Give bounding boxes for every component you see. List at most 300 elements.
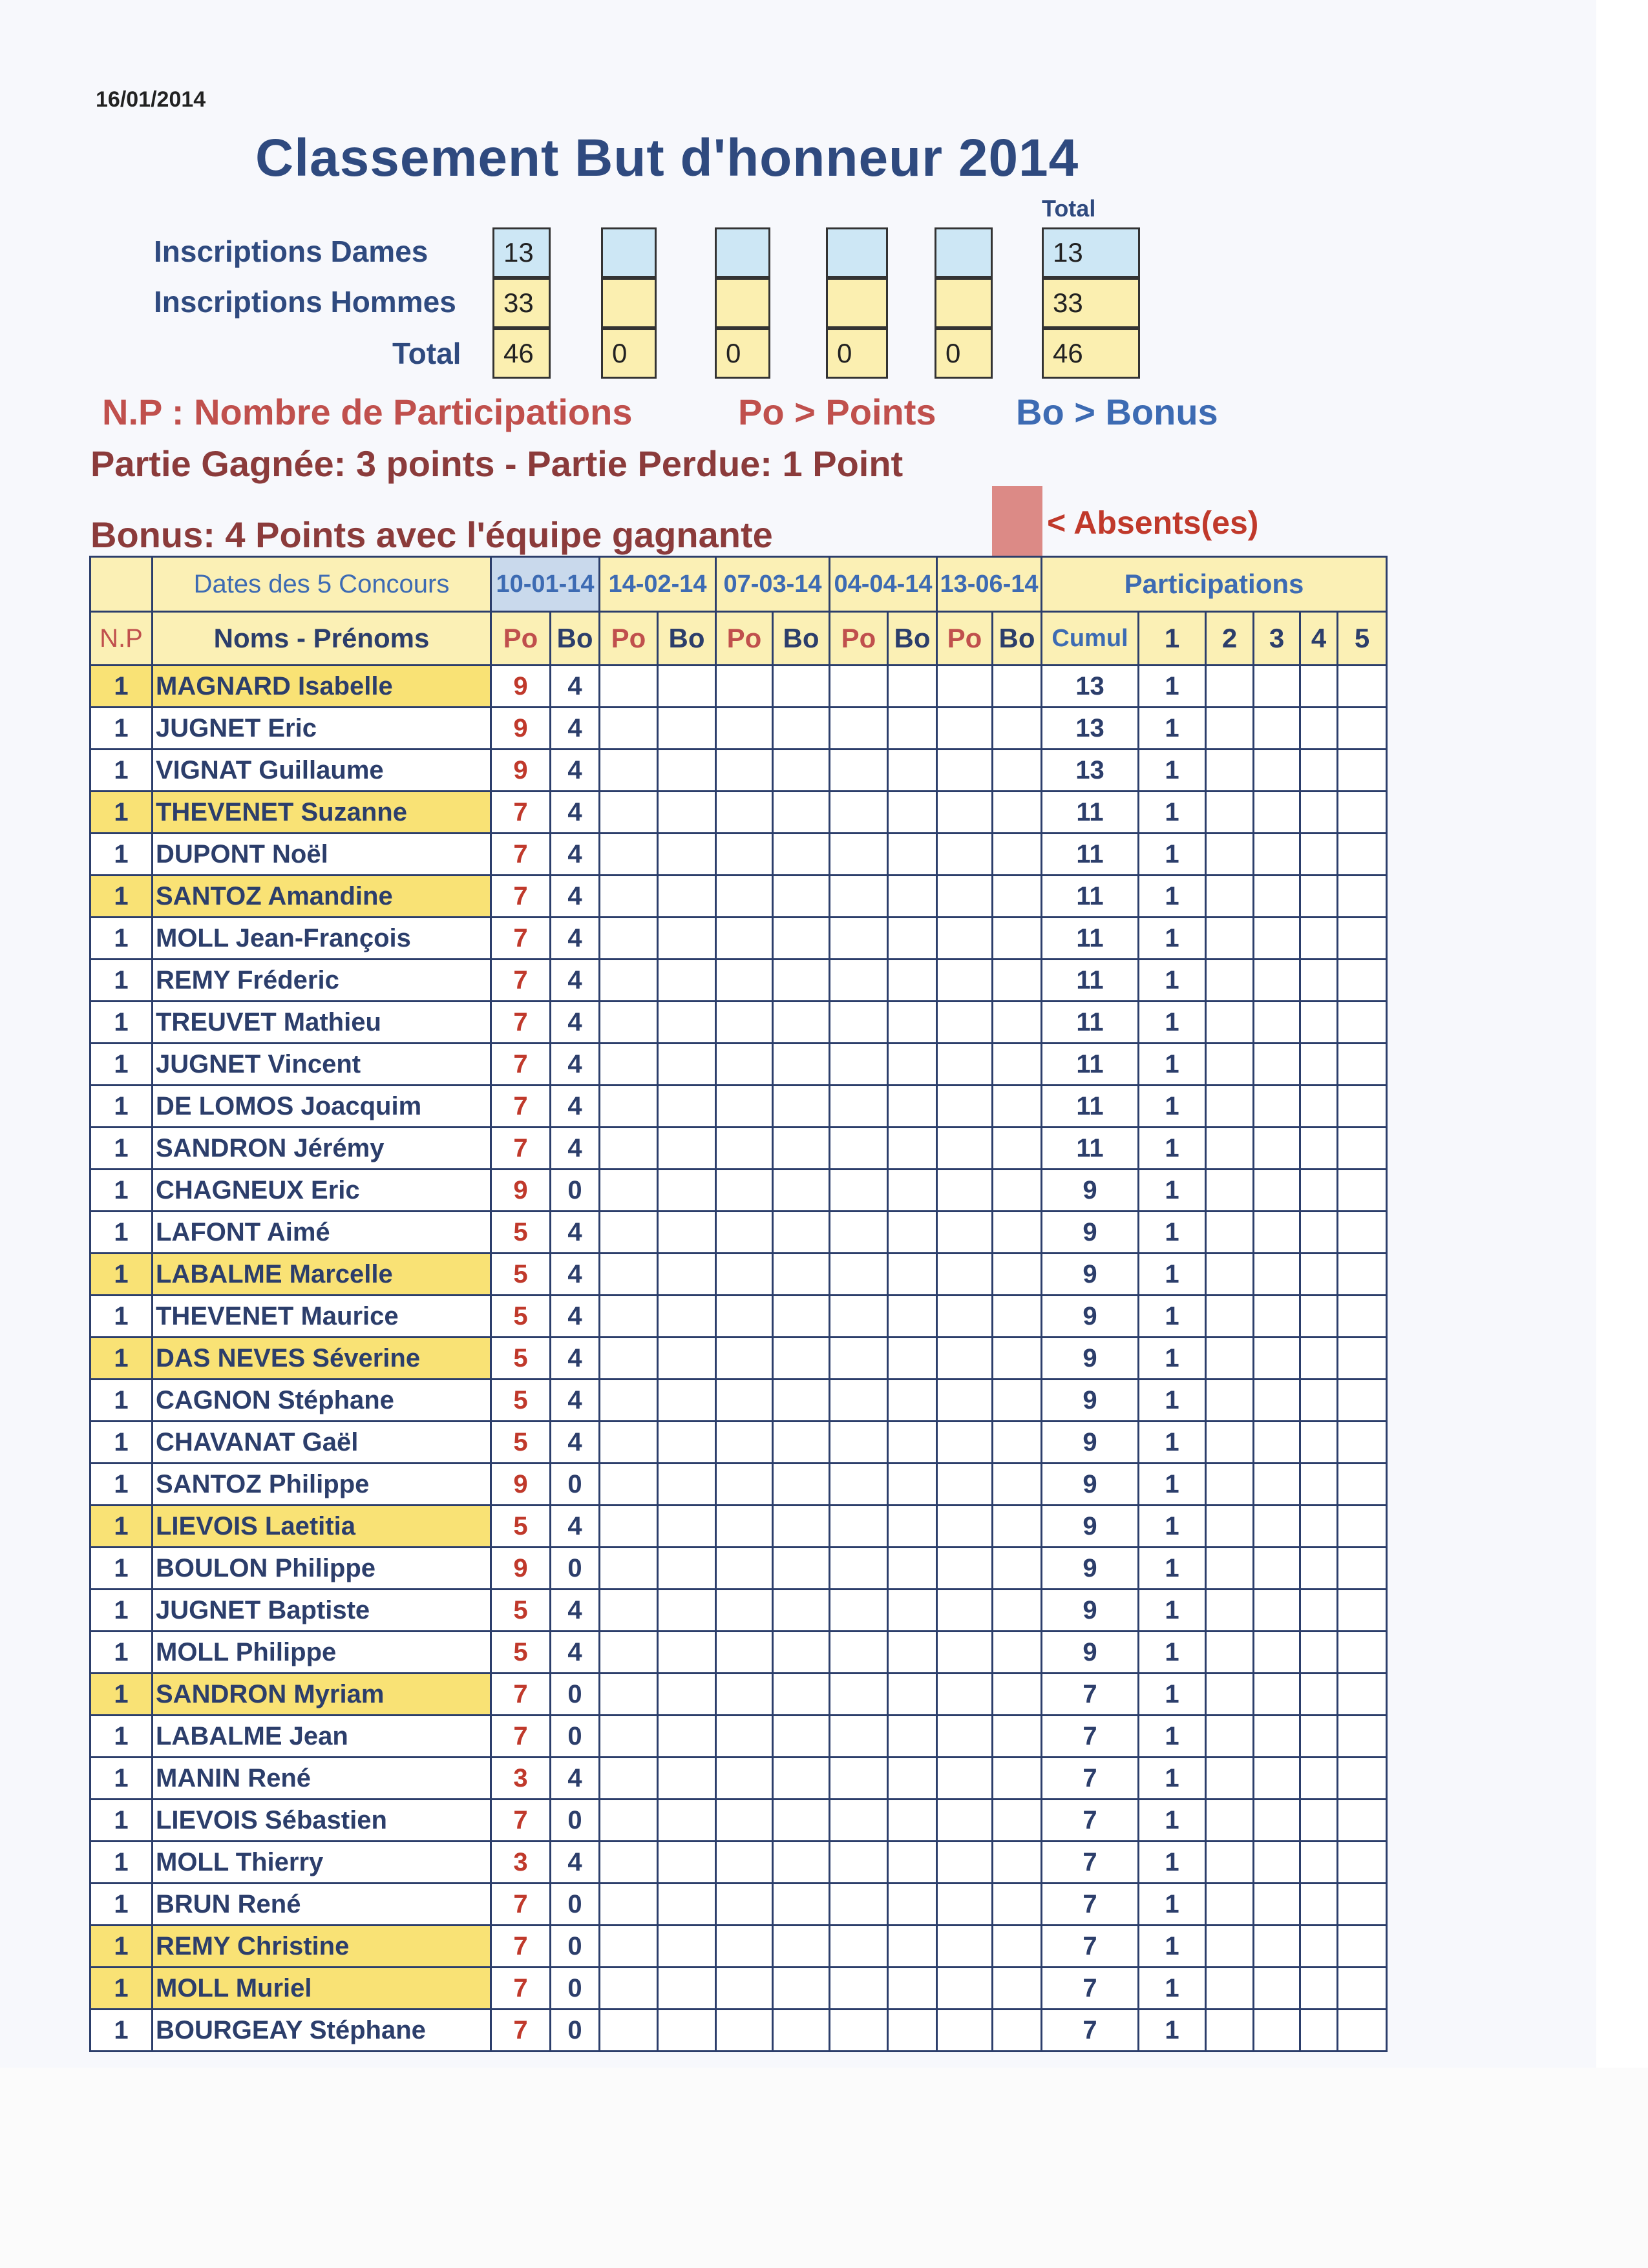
points-cell-5 — [937, 1926, 993, 1968]
points-cell-2 — [600, 750, 658, 792]
cumul-cell: 11 — [1042, 1002, 1139, 1044]
cumul-header: Cumul — [1042, 612, 1139, 666]
bonus-cell-4 — [888, 1254, 937, 1296]
points-cell-2 — [600, 1884, 658, 1926]
participation-cell-5 — [1338, 1254, 1387, 1296]
points-cell-4 — [830, 708, 888, 750]
bonus-cell-5 — [993, 1758, 1042, 1800]
bonus-cell-5 — [993, 1212, 1042, 1254]
points-cell-2 — [600, 1842, 658, 1884]
points-cell: 9 — [491, 1170, 551, 1212]
bonus-cell: 4 — [551, 1254, 600, 1296]
participation-cell-5 — [1338, 1506, 1387, 1548]
points-cell-5 — [937, 1254, 993, 1296]
table-row — [90, 708, 1387, 750]
table-row — [90, 1674, 1387, 1716]
participation-cell-1: 1 — [1139, 1632, 1206, 1674]
participation-cell-2 — [1206, 834, 1254, 876]
points-cell: 5 — [491, 1338, 551, 1380]
bo-header-2: Bo — [658, 612, 716, 666]
participation-cell-4 — [1300, 708, 1338, 750]
participation-cell-3 — [1254, 1044, 1300, 1086]
np-cell: 1 — [90, 1968, 153, 2010]
points-cell: 7 — [491, 834, 551, 876]
participation-header-5: 5 — [1338, 612, 1387, 666]
points-cell-4 — [830, 1758, 888, 1800]
bonus-cell-4 — [888, 876, 937, 918]
bonus-cell-2 — [658, 1170, 716, 1212]
bonus-cell-4 — [888, 1422, 937, 1464]
bonus-cell-3 — [773, 1128, 830, 1170]
bonus-cell: 4 — [551, 750, 600, 792]
participation-cell-3 — [1254, 1800, 1300, 1842]
np-cell: 1 — [90, 876, 153, 918]
participation-header-1: 1 — [1139, 612, 1206, 666]
po-header-4: Po — [830, 612, 888, 666]
player-name: LIEVOIS Sébastien — [153, 1800, 491, 1842]
participation-cell-5 — [1338, 1800, 1387, 1842]
points-cell-5 — [937, 1716, 993, 1758]
participation-cell-3 — [1254, 1086, 1300, 1128]
points-cell-3 — [716, 1380, 773, 1422]
points-cell-3 — [716, 666, 773, 708]
points-cell-4 — [830, 1716, 888, 1758]
table-row — [90, 1170, 1387, 1212]
participation-cell-5 — [1338, 1590, 1387, 1632]
player-name: REMY Fréderic — [153, 960, 491, 1002]
table-row — [90, 1800, 1387, 1842]
points-cell-3 — [716, 1296, 773, 1338]
points-cell-2 — [600, 1548, 658, 1590]
bonus-cell-3 — [773, 1968, 830, 2010]
points-cell-4 — [830, 876, 888, 918]
points-cell-5 — [937, 1338, 993, 1380]
points-cell-5 — [937, 1758, 993, 1800]
participation-cell-2 — [1206, 1296, 1254, 1338]
np-cell: 1 — [90, 1674, 153, 1716]
cumul-cell: 9 — [1042, 1170, 1139, 1212]
participation-cell-5 — [1338, 1044, 1387, 1086]
points-cell-5 — [937, 1086, 993, 1128]
points-cell-3 — [716, 876, 773, 918]
po-header-1: Po — [491, 612, 551, 666]
np-cell: 1 — [90, 1380, 153, 1422]
participation-cell-4 — [1300, 2010, 1338, 2052]
bonus-cell: 4 — [551, 1296, 600, 1338]
bonus-cell-4 — [888, 1212, 937, 1254]
np-cell: 1 — [90, 1800, 153, 1842]
cumul-cell: 9 — [1042, 1506, 1139, 1548]
participation-cell-5 — [1338, 1926, 1387, 1968]
points-cell-3 — [716, 1422, 773, 1464]
bonus-cell: 4 — [551, 1590, 600, 1632]
participation-cell-1: 1 — [1139, 708, 1206, 750]
participation-cell-1: 1 — [1139, 1548, 1206, 1590]
participation-cell-4 — [1300, 1800, 1338, 1842]
bonus-cell: 0 — [551, 1674, 600, 1716]
points-cell-5 — [937, 1800, 993, 1842]
bonus-cell-5 — [993, 1716, 1042, 1758]
bonus-cell-5 — [993, 1128, 1042, 1170]
np-cell: 1 — [90, 1254, 153, 1296]
date-4: 04-04-14 — [830, 557, 937, 612]
inscriptions-total-label: Total — [392, 337, 461, 370]
bonus-cell: 4 — [551, 1044, 600, 1086]
np-cell: 1 — [90, 1170, 153, 1212]
cumul-cell: 7 — [1042, 1800, 1139, 1842]
bonus-cell-2 — [658, 1212, 716, 1254]
bonus-cell-5 — [993, 1884, 1042, 1926]
points-cell-3 — [716, 1086, 773, 1128]
participation-cell-1: 1 — [1139, 1338, 1206, 1380]
points-cell-3 — [716, 2010, 773, 2052]
participation-cell-2 — [1206, 1800, 1254, 1842]
points-cell-5 — [937, 1968, 993, 2010]
points-cell: 5 — [491, 1296, 551, 1338]
points-cell-3 — [716, 1044, 773, 1086]
bonus-cell-2 — [658, 666, 716, 708]
points-cell: 9 — [491, 750, 551, 792]
cumul-cell: 11 — [1042, 1128, 1139, 1170]
points-cell-4 — [830, 1800, 888, 1842]
participation-cell-4 — [1300, 876, 1338, 918]
points-cell-4 — [830, 1044, 888, 1086]
points-cell-2 — [600, 708, 658, 750]
bonus-cell-5 — [993, 2010, 1042, 2052]
points-cell-3 — [716, 1968, 773, 2010]
table-row — [90, 1296, 1387, 1338]
participation-cell-1: 1 — [1139, 1506, 1206, 1548]
np-cell: 1 — [90, 1338, 153, 1380]
dames-total: 13 — [1042, 227, 1140, 278]
points-cell-4 — [830, 1632, 888, 1674]
participation-cell-4 — [1300, 1380, 1338, 1422]
participation-cell-3 — [1254, 708, 1300, 750]
points-cell-4 — [830, 2010, 888, 2052]
points-cell-3 — [716, 1212, 773, 1254]
bonus-cell: 0 — [551, 1926, 600, 1968]
player-name: LABALME Marcelle — [153, 1254, 491, 1296]
points-cell-3 — [716, 1590, 773, 1632]
table-row — [90, 1968, 1387, 2010]
player-name: CAGNON Stéphane — [153, 1380, 491, 1422]
points-cell-4 — [830, 666, 888, 708]
player-name: BRUN René — [153, 1884, 491, 1926]
participation-cell-4 — [1300, 918, 1338, 960]
participation-cell-5 — [1338, 1212, 1387, 1254]
points-cell-4 — [830, 834, 888, 876]
legend-bo: Bo > Bonus — [1016, 392, 1218, 432]
points-cell-3 — [716, 750, 773, 792]
points-cell-2 — [600, 1632, 658, 1674]
bonus-cell-3 — [773, 876, 830, 918]
bonus-cell: 4 — [551, 918, 600, 960]
participation-cell-5 — [1338, 1842, 1387, 1884]
bonus-cell-5 — [993, 1968, 1042, 2010]
player-name: LAFONT Aimé — [153, 1212, 491, 1254]
participation-cell-2 — [1206, 876, 1254, 918]
bonus-cell-2 — [658, 1884, 716, 1926]
participation-cell-5 — [1338, 1674, 1387, 1716]
points-cell: 9 — [491, 1464, 551, 1506]
points-cell: 7 — [491, 1884, 551, 1926]
bonus-cell: 4 — [551, 708, 600, 750]
np-cell: 1 — [90, 2010, 153, 2052]
bonus-cell-3 — [773, 1296, 830, 1338]
np-cell: 1 — [90, 960, 153, 1002]
bonus-cell-3 — [773, 1212, 830, 1254]
bonus-cell: 0 — [551, 1170, 600, 1212]
participation-cell-1: 1 — [1139, 2010, 1206, 2052]
points-cell: 9 — [491, 708, 551, 750]
po-header-5: Po — [937, 612, 993, 666]
cumul-cell: 11 — [1042, 834, 1139, 876]
points-cell: 5 — [491, 1212, 551, 1254]
participation-cell-1: 1 — [1139, 1254, 1206, 1296]
points-cell-2 — [600, 666, 658, 708]
participation-cell-3 — [1254, 2010, 1300, 2052]
points-cell-5 — [937, 1380, 993, 1422]
participation-cell-1: 1 — [1139, 1212, 1206, 1254]
bonus-cell-5 — [993, 1002, 1042, 1044]
points-cell: 5 — [491, 1590, 551, 1632]
points-cell-5 — [937, 708, 993, 750]
bonus-cell-2 — [658, 1002, 716, 1044]
ranking-table — [89, 556, 1388, 2052]
table-row — [90, 750, 1387, 792]
participation-cell-2 — [1206, 1842, 1254, 1884]
bonus-cell-3 — [773, 918, 830, 960]
participation-cell-4 — [1300, 1086, 1338, 1128]
points-cell-3 — [716, 1716, 773, 1758]
points-cell-4 — [830, 960, 888, 1002]
bonus-cell: 4 — [551, 1338, 600, 1380]
bonus-cell-3 — [773, 834, 830, 876]
np-cell: 1 — [90, 1758, 153, 1800]
bonus-cell-3 — [773, 708, 830, 750]
participation-cell-1: 1 — [1139, 1968, 1206, 2010]
points-cell-3 — [716, 1128, 773, 1170]
participation-cell-5 — [1338, 1758, 1387, 1800]
participation-cell-4 — [1300, 1422, 1338, 1464]
points-cell: 7 — [491, 1128, 551, 1170]
player-name: JUGNET Eric — [153, 708, 491, 750]
legend-np: N.P : Nombre de Participations — [102, 392, 633, 432]
table-row — [90, 918, 1387, 960]
points-cell-4 — [830, 792, 888, 834]
points-cell: 7 — [491, 960, 551, 1002]
cumul-cell: 7 — [1042, 1926, 1139, 1968]
bonus-cell-4 — [888, 1002, 937, 1044]
participation-cell-1: 1 — [1139, 1842, 1206, 1884]
table-row — [90, 2010, 1387, 2052]
table-row — [90, 1716, 1387, 1758]
bonus-cell-5 — [993, 1086, 1042, 1128]
bonus-cell-2 — [658, 1086, 716, 1128]
cumul-cell: 7 — [1042, 1968, 1139, 2010]
table-row — [90, 1422, 1387, 1464]
points-cell-2 — [600, 1506, 658, 1548]
bonus-cell-5 — [993, 1296, 1042, 1338]
player-name: LIEVOIS Laetitia — [153, 1506, 491, 1548]
participation-cell-3 — [1254, 1842, 1300, 1884]
bonus-cell-2 — [658, 1296, 716, 1338]
participation-cell-1: 1 — [1139, 1590, 1206, 1632]
bonus-cell-3 — [773, 1590, 830, 1632]
points-cell: 7 — [491, 918, 551, 960]
cumul-cell: 7 — [1042, 1842, 1139, 1884]
bonus-cell-5 — [993, 876, 1042, 918]
participation-cell-1: 1 — [1139, 792, 1206, 834]
bonus-cell-3 — [773, 792, 830, 834]
participation-cell-1: 1 — [1139, 1674, 1206, 1716]
participation-cell-1: 1 — [1139, 918, 1206, 960]
participation-cell-1: 1 — [1139, 1296, 1206, 1338]
cumul-cell: 9 — [1042, 1254, 1139, 1296]
cumul-cell: 9 — [1042, 1296, 1139, 1338]
points-cell-2 — [600, 1926, 658, 1968]
cumul-cell: 7 — [1042, 1716, 1139, 1758]
bonus-cell-2 — [658, 960, 716, 1002]
np-cell: 1 — [90, 1044, 153, 1086]
cumul-cell: 13 — [1042, 666, 1139, 708]
participation-cell-1: 1 — [1139, 1044, 1206, 1086]
points-cell-2 — [600, 1380, 658, 1422]
points-cell-2 — [600, 1464, 658, 1506]
np-cell: 1 — [90, 1212, 153, 1254]
table-row — [90, 1590, 1387, 1632]
points-cell-4 — [830, 1884, 888, 1926]
participation-cell-3 — [1254, 750, 1300, 792]
participation-cell-5 — [1338, 1002, 1387, 1044]
np-cell: 1 — [90, 1086, 153, 1128]
scan-margin — [0, 2068, 1648, 2268]
absent-color-swatch — [992, 486, 1042, 556]
hommes-count-4 — [826, 278, 888, 328]
cumul-cell: 9 — [1042, 1338, 1139, 1380]
bonus-cell-2 — [658, 1506, 716, 1548]
table-header-columns — [90, 612, 1387, 666]
bonus-cell-4 — [888, 1338, 937, 1380]
participation-cell-2 — [1206, 1380, 1254, 1422]
po-header-3: Po — [716, 612, 773, 666]
participation-cell-2 — [1206, 1002, 1254, 1044]
names-header: Noms - Prénoms — [153, 612, 491, 666]
participation-cell-5 — [1338, 1086, 1387, 1128]
bonus-cell: 0 — [551, 1884, 600, 1926]
bonus-cell-5 — [993, 1548, 1042, 1590]
points-cell-2 — [600, 1590, 658, 1632]
player-name: SANTOZ Amandine — [153, 876, 491, 918]
cumul-cell: 9 — [1042, 1212, 1139, 1254]
cumul-cell: 13 — [1042, 750, 1139, 792]
points-cell-3 — [716, 1674, 773, 1716]
participation-cell-4 — [1300, 1590, 1338, 1632]
points-cell-2 — [600, 1674, 658, 1716]
bonus-cell-2 — [658, 918, 716, 960]
points-cell-3 — [716, 1758, 773, 1800]
points-cell-4 — [830, 1968, 888, 2010]
table-row — [90, 1044, 1387, 1086]
table-row — [90, 1086, 1387, 1128]
participation-cell-3 — [1254, 1338, 1300, 1380]
points-cell-5 — [937, 1296, 993, 1338]
bonus-cell-4 — [888, 1758, 937, 1800]
player-name: SANDRON Jérémy — [153, 1128, 491, 1170]
player-name: SANDRON Myriam — [153, 1674, 491, 1716]
points-cell: 7 — [491, 1086, 551, 1128]
participation-cell-4 — [1300, 1506, 1338, 1548]
hommes-count-2 — [601, 278, 657, 328]
bonus-cell-2 — [658, 1674, 716, 1716]
bonus-cell-5 — [993, 834, 1042, 876]
table-row — [90, 666, 1387, 708]
bonus-cell-2 — [658, 1758, 716, 1800]
bonus-cell: 4 — [551, 1506, 600, 1548]
bonus-cell-4 — [888, 1590, 937, 1632]
bonus-cell-3 — [773, 960, 830, 1002]
points-cell-2 — [600, 876, 658, 918]
bonus-cell-4 — [888, 1800, 937, 1842]
participation-cell-1: 1 — [1139, 1380, 1206, 1422]
np-cell: 1 — [90, 1632, 153, 1674]
participation-cell-4 — [1300, 1884, 1338, 1926]
np-cell: 1 — [90, 1716, 153, 1758]
points-cell-2 — [600, 1716, 658, 1758]
participation-cell-1: 1 — [1139, 1086, 1206, 1128]
bonus-cell-2 — [658, 708, 716, 750]
participation-cell-3 — [1254, 1506, 1300, 1548]
bonus-cell-2 — [658, 1044, 716, 1086]
bonus-cell-4 — [888, 1464, 937, 1506]
bonus-cell: 4 — [551, 792, 600, 834]
np-cell: 1 — [90, 1842, 153, 1884]
np-cell: 1 — [90, 918, 153, 960]
bonus-cell: 4 — [551, 1842, 600, 1884]
participation-cell-3 — [1254, 1296, 1300, 1338]
points-cell-3 — [716, 1632, 773, 1674]
np-cell: 1 — [90, 708, 153, 750]
player-name: MOLL Muriel — [153, 1968, 491, 2010]
bonus-cell-3 — [773, 1254, 830, 1296]
participation-cell-3 — [1254, 1674, 1300, 1716]
points-cell-5 — [937, 1548, 993, 1590]
bonus-cell-4 — [888, 1842, 937, 1884]
bonus-cell-3 — [773, 1884, 830, 1926]
player-name: MAGNARD Isabelle — [153, 666, 491, 708]
table-row — [90, 1464, 1387, 1506]
bonus-cell-5 — [993, 708, 1042, 750]
points-cell-2 — [600, 2010, 658, 2052]
player-name: VIGNAT Guillaume — [153, 750, 491, 792]
points-cell: 7 — [491, 1800, 551, 1842]
points-cell-2 — [600, 1758, 658, 1800]
dames-count-4 — [826, 227, 888, 278]
points-cell-3 — [716, 1884, 773, 1926]
bonus-cell: 4 — [551, 1422, 600, 1464]
participation-cell-5 — [1338, 1296, 1387, 1338]
points-cell-5 — [937, 666, 993, 708]
participation-cell-3 — [1254, 1128, 1300, 1170]
participation-cell-4 — [1300, 1170, 1338, 1212]
participation-cell-4 — [1300, 1716, 1338, 1758]
bonus-cell-4 — [888, 666, 937, 708]
participation-cell-3 — [1254, 1590, 1300, 1632]
points-cell-2 — [600, 792, 658, 834]
bonus-cell-2 — [658, 1632, 716, 1674]
participation-cell-3 — [1254, 666, 1300, 708]
participation-cell-1: 1 — [1139, 834, 1206, 876]
